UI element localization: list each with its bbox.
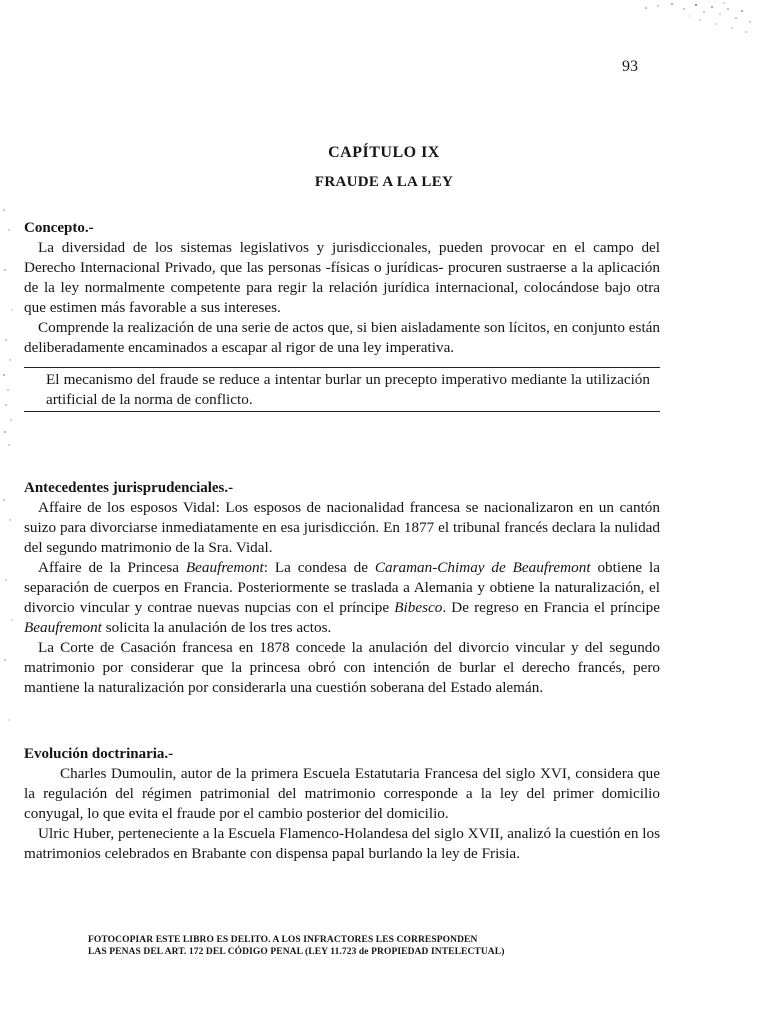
chapter-title: CAPÍTULO IX — [328, 144, 440, 161]
copyright-line: FOTOCOPIAR ESTE LIBRO ES DELITO. A LOS INFRACTORES LES CORRESPONDEN — [88, 935, 478, 945]
section-heading-evolucion: Evolución doctrinaria.- — [24, 746, 174, 762]
paragraph: Affaire de los esposos Vidal: Los esposos de nacionalidad francesa se nacionalizaron en un cantón suizo para divorciarse inmediatamente en esa jurisdicción. En 1877 el tribunal francés declara la nulidad del segundo matrimonio de la Sra. Vidal. — [24, 499, 660, 556]
text-run: solicita la anulación de los tres actos. — [101, 619, 332, 636]
section-antecedentes — [24, 478, 660, 698]
paragraph: La diversidad de los sistemas legislativos y jurisdiccionales, pueden provocar en el campo del Derecho Internacional Privado, que las personas -físicas o jurídicas- procuren sustraerse a la aplicación de la ley normalmente competente para regir la relación jurídica internacional, colocándose bajo otra que estimen más favorable a sus intereses. — [24, 239, 660, 316]
paragraph: Charles Dumoulin, autor de la primera Escuela Estatutaria Francesa del siglo XVI, considera que la regulación del régimen patrimonial del matrimonio corresponde a la ley del primer domicilio conyugal, lo que evita el fraude por el cambio posterior del domicilio. — [24, 765, 660, 822]
section-evolucion — [24, 744, 660, 864]
scan-speckle-marks — [638, 0, 758, 40]
italic-name: Caraman-Chimay de Beaufremont — [374, 559, 591, 576]
text-run: obtiene la separación de cuerpos en Francia. Posteriormente se traslada a Alemania y obtiene la naturalización, el divorcio vincular y contrae nuevas nupcias con el príncipe — [24, 559, 660, 616]
section-concepto — [24, 218, 660, 412]
copyright-line — [88, 946, 648, 958]
highlight-box: El mecanismo del fraude se reduce a intentar burlar un precepto imperativo mediante la utilización artificial de la norma de conflicto. — [24, 367, 660, 412]
paragraph: Ulric Huber, perteneciente a la Escuela Flamenco-Holandesa del siglo XVII, analizó la cuestión en los matrimonios celebrados en Brabante con dispensa papal burlando la ley de Frisia. — [24, 825, 660, 862]
section-heading-antecedentes: Antecedentes jurisprudenciales.- — [24, 480, 234, 496]
scan-margin-noise — [0, 200, 18, 760]
text-run: : La condesa de — [263, 559, 375, 576]
text-run: PROPIEDAD INTELECTUAL) — [368, 947, 505, 957]
chapter-subtitle: FRAUDE A LA LEY — [314, 174, 454, 190]
paragraph: La Corte de Casación francesa en 1878 concede la anulación del divorcio vincular y del segundo matrimonio por considerar que la princesa obró con intención de burlar el derecho francés, pero mantiene la naturalización por considerarla una cuestión soberana del Estado alemán. — [24, 639, 660, 696]
italic-name: Bibesco — [394, 599, 443, 616]
paragraph — [24, 558, 660, 638]
italic-name: Beaufremont — [185, 559, 264, 576]
section-heading-concepto: Concepto.- — [24, 220, 94, 236]
copyright-notice — [88, 934, 648, 958]
text-run: LAS PENAS DEL ART. 172 DEL CÓDIGO PENAL (LEY 11.723 — [88, 947, 359, 957]
text-run: de — [358, 947, 369, 957]
italic-name: Beaufremont — [24, 619, 102, 636]
page-number: 93 — [622, 58, 638, 75]
text-run: . De regreso en Francia el príncipe — [442, 599, 661, 616]
text-run: Affaire de la Princesa — [38, 559, 186, 576]
paragraph: Comprende la realización de una serie de actos que, si bien aisladamente son lícitos, en conjunto están deliberadamente encaminados a escapar al rigor de una ley imperativa. — [24, 319, 660, 356]
